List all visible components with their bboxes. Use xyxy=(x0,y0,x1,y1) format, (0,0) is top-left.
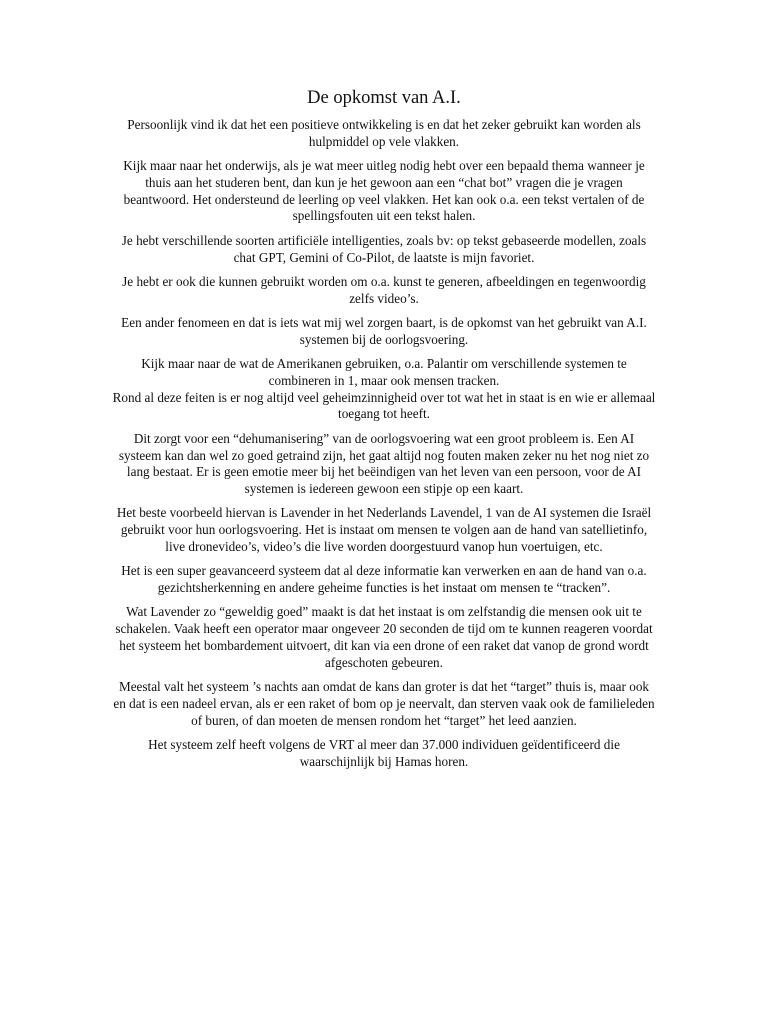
text-line: Rond al deze feiten is er nog altijd veel geheimzinnigheid over tot wat het in staat is en wie er allemaal xyxy=(112,389,656,405)
text-line: Je hebt er ook die kunnen gebruikt worden om o.a. kunst te generen, afbeeldingen en tegenwoordig xyxy=(122,273,646,289)
text-line: Het beste voorbeeld hiervan is Lavender in het Nederlands Lavendel, 1 van de AI systemen die Israël xyxy=(116,505,652,521)
text-line: Meestal valt het systeem ’s nachts aan omdat de kans dan groter is dat het “target” thuis is, maar ook xyxy=(118,679,650,695)
paragraph xyxy=(92,679,676,729)
paragraph xyxy=(92,233,676,267)
paragraph xyxy=(92,158,676,225)
text-line: chat GPT, Gemini of Co-Pilot, de laatste is mijn favoriet. xyxy=(233,249,535,265)
text-line: hulpmiddel op vele vlakken. xyxy=(308,133,460,149)
text-line: en dat is een nadeel ervan, als er een raket of bom op je neervalt, dan sterven vaak ook de familieleden xyxy=(113,695,655,711)
text-line: systeem kan dan wel zo goed getraind zijn, het gaat altijd nog fouten maken zeker nu het nog niet zo xyxy=(118,447,650,463)
text-line: beantwoord. Het ondersteund de leerling op veel vlakken. Het kan ook o.a. een tekst vertalen of de xyxy=(123,191,645,207)
text-line: spellingsfouten uit een tekst halen. xyxy=(292,208,476,224)
paragraph xyxy=(92,604,676,671)
paragraph xyxy=(92,563,676,597)
text-line: gebruikt voor hun oorlogsvoering. Het is instaat om mensen te volgen aan de hand van satellietinfo, xyxy=(120,522,648,538)
paragraph xyxy=(92,274,676,308)
text-line: of buren, of dan moeten de mensen rondom het “target” het leed aanzien. xyxy=(191,712,577,728)
text-line: Persoonlijk vind ik dat het een positieve ontwikkeling is en dat het zeker gebruikt kan worden als xyxy=(127,117,641,132)
document-body xyxy=(92,117,676,771)
text-line: Kijk maar naar de wat de Amerikanen gebruiken, o.a. Palantir om verschillende systemen te xyxy=(141,356,627,372)
paragraph xyxy=(92,505,676,555)
text-line: waarschijnlijk bij Hamas horen. xyxy=(299,753,469,769)
text-line: Dit zorgt voor een “dehumanisering” van de oorlogsvoering wat een groot probleem is. Een AI xyxy=(133,430,635,446)
text-line: live dronevideo’s, video’s die live worden doorgestuurd vanop hun voertuigen, etc. xyxy=(165,539,603,555)
text-line: Het is een super geavanceerd systeem dat al deze informatie kan verwerken en aan de hand van o.a. xyxy=(121,563,647,579)
text-line: Kijk maar naar het onderwijs, als je wat meer uitleg nodig hebt over een bepaald thema wanneer je xyxy=(123,158,645,174)
text-line: Het systeem zelf heeft volgens de VRT al meer dan 37.000 individuen geïdentificeerd die xyxy=(148,737,620,752)
text-line: Een ander fenomeen en dat is iets wat mij wel zorgen baart, is de opkomst van het gebruikt van A.I. xyxy=(121,314,647,330)
paragraph xyxy=(92,117,676,151)
text-line: systemen bij de oorlogsvoering. xyxy=(299,331,469,347)
paragraph xyxy=(92,431,676,498)
text-line: het systeem het bombardement uitvoert, dit kan via een drone of een raket dat vanop de grond wordt xyxy=(119,638,649,654)
text-line: zelfs video’s. xyxy=(349,290,419,306)
text-line: afgeschoten gebeuren. xyxy=(325,654,443,670)
text-line: Je hebt verschillende soorten artificiële intelligenties, zoals bv: op tekst gebaseerde modellen, zoals xyxy=(121,232,647,248)
text-line: Wat Lavender zo “geweldig goed” maakt is dat het instaat is om zelfstandig die mensen ook uit te xyxy=(126,604,642,620)
text-line: systemen is iedereen gewoon een stipje op een kaart. xyxy=(244,481,524,497)
paragraph xyxy=(92,737,676,771)
text-line: schakelen. Vaak heeft een operator maar ongeveer 20 seconden de tijd om te kunnen reageren voordat xyxy=(115,621,653,637)
text-line: toegang tot heeft. xyxy=(338,406,430,422)
document-title: De opkomst van A.I. xyxy=(307,88,461,108)
text-line: combineren in 1, maar ook mensen tracken. xyxy=(268,372,500,388)
text-line: thuis aan het studeren bent, dan kun je het gewoon aan een “chat bot” vragen die je vragen xyxy=(145,174,623,190)
paragraph xyxy=(92,356,676,423)
paragraph xyxy=(92,315,676,349)
text-line: lang bestaat. Er is geen emotie meer bij het beëindigen van het leven van een persoon, voor de AI xyxy=(126,464,642,480)
text-line: gezichtsherkenning en andere geheime functies is het instaat om mensen te “tracken”. xyxy=(157,580,611,596)
document-page xyxy=(92,87,676,778)
